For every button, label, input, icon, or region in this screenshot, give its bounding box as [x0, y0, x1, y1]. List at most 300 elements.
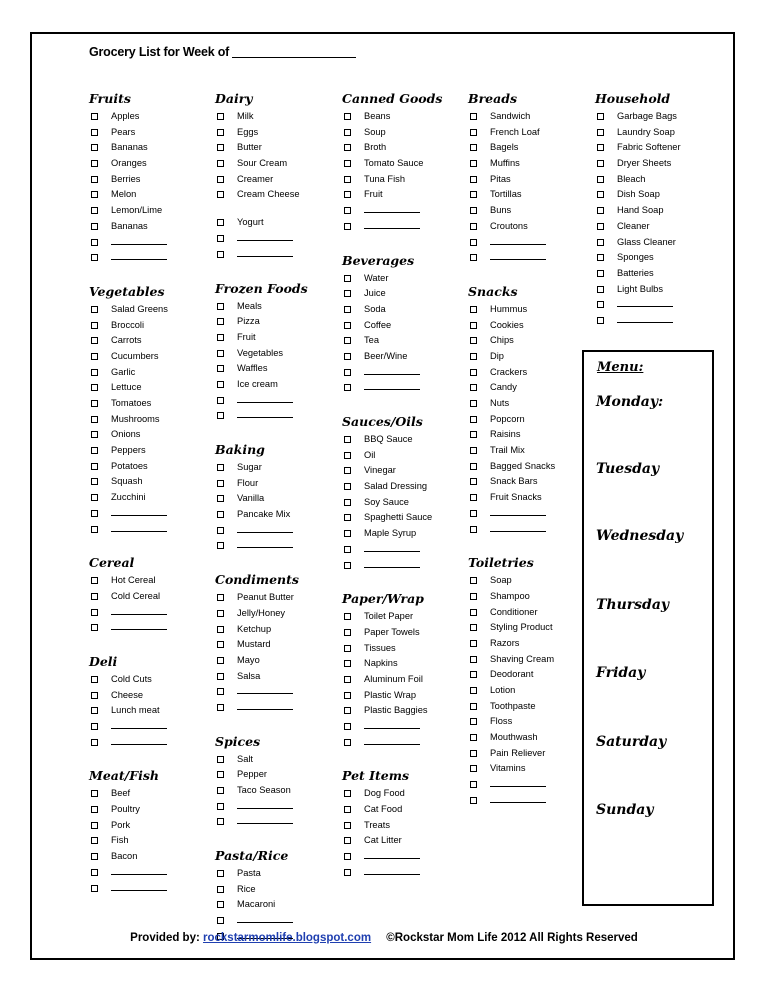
- list-item: [342, 703, 464, 719]
- blank-fill-in-line[interactable]: [364, 389, 420, 390]
- checkbox[interactable]: [470, 129, 477, 136]
- checkbox[interactable]: [344, 275, 351, 282]
- checkbox[interactable]: [217, 641, 224, 648]
- list-item: [342, 786, 464, 802]
- checkbox[interactable]: [91, 144, 98, 151]
- checkbox[interactable]: [217, 818, 224, 825]
- list-item: [89, 318, 211, 334]
- checkbox[interactable]: [91, 207, 98, 214]
- checkbox[interactable]: [217, 527, 224, 534]
- blank-fill-in-line[interactable]: [617, 322, 673, 323]
- list-item: [342, 380, 464, 396]
- checkbox[interactable]: [344, 369, 351, 376]
- checkbox[interactable]: [91, 723, 98, 730]
- section-heading: Paper/Wrap: [342, 591, 424, 607]
- checkbox[interactable]: [344, 129, 351, 136]
- list-item: [342, 609, 464, 625]
- list-item: [215, 783, 337, 799]
- checkbox[interactable]: [217, 495, 224, 502]
- checkbox[interactable]: [597, 160, 604, 167]
- checkbox[interactable]: [217, 350, 224, 357]
- blank-fill-in-line[interactable]: [111, 744, 167, 745]
- checkbox[interactable]: [597, 144, 604, 151]
- list-item: [468, 172, 590, 188]
- item-label: Butter: [237, 142, 262, 153]
- checkbox[interactable]: [217, 870, 224, 877]
- checkbox[interactable]: [470, 384, 477, 391]
- checkbox[interactable]: [470, 144, 477, 151]
- list-item: [468, 235, 590, 251]
- blank-fill-in-line[interactable]: [364, 858, 420, 859]
- checkbox[interactable]: [344, 822, 351, 829]
- blank-fill-in-line[interactable]: [490, 802, 546, 803]
- checkbox[interactable]: [91, 869, 98, 876]
- list-item: [89, 365, 211, 381]
- checkbox[interactable]: [344, 207, 351, 214]
- checkbox[interactable]: [217, 594, 224, 601]
- checkbox[interactable]: [344, 384, 351, 391]
- list-item: [89, 735, 211, 751]
- list-item: [595, 297, 717, 313]
- checkbox[interactable]: [217, 235, 224, 242]
- checkbox[interactable]: [91, 322, 98, 329]
- list-item: [468, 667, 590, 683]
- checkbox[interactable]: [344, 322, 351, 329]
- blank-fill-in-line[interactable]: [237, 547, 293, 548]
- checkbox[interactable]: [470, 322, 477, 329]
- blank-fill-in-line[interactable]: [237, 256, 293, 257]
- item-label: Bacon: [111, 851, 138, 862]
- checkbox[interactable]: [91, 822, 98, 829]
- item-label: Beans: [364, 111, 391, 121]
- checkbox[interactable]: [597, 270, 604, 277]
- checkbox[interactable]: [217, 626, 224, 633]
- list-item: [342, 172, 464, 188]
- checkbox[interactable]: [470, 463, 477, 470]
- checkbox[interactable]: [597, 223, 604, 230]
- blank-fill-in-line[interactable]: [364, 874, 420, 875]
- item-label: Soda: [364, 303, 386, 314]
- checkbox[interactable]: [344, 837, 351, 844]
- checkbox[interactable]: [470, 609, 477, 616]
- blank-fill-in-line[interactable]: [490, 244, 546, 245]
- item-label: Hand Soap: [617, 205, 664, 216]
- item-label: Garlic: [111, 366, 136, 377]
- list-item: [89, 219, 211, 235]
- list-item: [215, 299, 337, 315]
- checkbox[interactable]: [470, 593, 477, 600]
- list-item: [89, 865, 211, 881]
- checkbox[interactable]: [91, 384, 98, 391]
- list-item: [342, 526, 464, 542]
- item-label: Soy Sauce: [364, 496, 409, 507]
- checkbox[interactable]: [91, 400, 98, 407]
- checkbox[interactable]: [597, 317, 604, 324]
- checkbox[interactable]: [91, 431, 98, 438]
- checkbox[interactable]: [344, 144, 351, 151]
- footer-copyright: ©Rockstar Mom Life 2012 All Rights Reserved: [386, 932, 638, 944]
- list-item: [342, 271, 464, 287]
- checkbox[interactable]: [470, 191, 477, 198]
- checkbox[interactable]: [470, 671, 477, 678]
- list-item: [342, 558, 464, 574]
- checkbox[interactable]: [217, 803, 224, 810]
- checkbox[interactable]: [91, 353, 98, 360]
- item-label: Popcorn: [490, 413, 525, 424]
- blank-fill-in-line[interactable]: [237, 808, 293, 809]
- checkbox[interactable]: [91, 494, 98, 501]
- checkbox[interactable]: [217, 917, 224, 924]
- checkbox[interactable]: [91, 337, 98, 344]
- checkbox[interactable]: [344, 723, 351, 730]
- item-label: Dish Soap: [617, 189, 660, 200]
- item-label: Tea: [364, 335, 379, 346]
- week-fill-in-line[interactable]: [232, 57, 356, 58]
- blank-fill-in-line[interactable]: [364, 551, 420, 552]
- blank-fill-in-line[interactable]: [490, 515, 546, 516]
- list-item: [215, 538, 337, 554]
- blank-fill-in-line[interactable]: [490, 786, 546, 787]
- checkbox[interactable]: [217, 464, 224, 471]
- checkbox[interactable]: [470, 526, 477, 533]
- list-item: [342, 349, 464, 365]
- checkbox[interactable]: [344, 306, 351, 313]
- checkbox[interactable]: [470, 718, 477, 725]
- checkbox[interactable]: [597, 191, 604, 198]
- checkbox[interactable]: [344, 499, 351, 506]
- checkbox[interactable]: [91, 837, 98, 844]
- item-label: French Loaf: [490, 126, 540, 137]
- checkbox[interactable]: [217, 251, 224, 258]
- checkbox[interactable]: [91, 593, 98, 600]
- blank-fill-in-line[interactable]: [237, 417, 293, 418]
- item-label: Cleaner: [617, 220, 650, 231]
- item-label: Jelly/Honey: [237, 607, 286, 618]
- checkbox[interactable]: [470, 703, 477, 710]
- checkbox[interactable]: [217, 412, 224, 419]
- checkbox[interactable]: [344, 176, 351, 183]
- checkbox[interactable]: [91, 306, 98, 313]
- checkbox[interactable]: [91, 806, 98, 813]
- checkbox[interactable]: [344, 645, 351, 652]
- checkbox[interactable]: [344, 436, 351, 443]
- item-label: Mayo: [237, 654, 260, 665]
- checkbox[interactable]: [470, 160, 477, 167]
- checkbox[interactable]: [217, 365, 224, 372]
- checkbox[interactable]: [344, 613, 351, 620]
- checkbox[interactable]: [91, 416, 98, 423]
- list-item: [215, 476, 337, 492]
- blank-fill-in-line[interactable]: [111, 531, 167, 532]
- checkbox[interactable]: [344, 452, 351, 459]
- blank-fill-in-line[interactable]: [237, 922, 293, 923]
- item-label: Pitas: [490, 173, 511, 184]
- checkbox[interactable]: [470, 239, 477, 246]
- list-item: [89, 818, 211, 834]
- blank-fill-in-line[interactable]: [111, 874, 167, 875]
- checkbox[interactable]: [470, 765, 477, 772]
- blank-fill-in-line[interactable]: [111, 614, 167, 615]
- item-label: Soap: [490, 575, 512, 586]
- checkbox[interactable]: [344, 546, 351, 553]
- checkbox[interactable]: [470, 687, 477, 694]
- checkbox[interactable]: [344, 853, 351, 860]
- blank-fill-in-line[interactable]: [237, 823, 293, 824]
- item-label: Berries: [111, 173, 141, 184]
- item-label: Peanut Butter: [237, 592, 294, 603]
- item-label: Fruit Snacks: [490, 492, 542, 503]
- blank-fill-in-line[interactable]: [237, 709, 293, 710]
- menu-day-thursday: Thursday: [596, 597, 670, 613]
- section-meat-fish: [89, 767, 211, 896]
- checkbox[interactable]: [217, 381, 224, 388]
- checkbox[interactable]: [470, 400, 477, 407]
- checkbox[interactable]: [344, 806, 351, 813]
- checkbox[interactable]: [217, 673, 224, 680]
- list-item: [89, 172, 211, 188]
- checkbox[interactable]: [217, 160, 224, 167]
- checkbox[interactable]: [217, 657, 224, 664]
- checkbox[interactable]: [470, 734, 477, 741]
- section-heading: Canned Goods: [342, 91, 443, 106]
- blank-fill-in-line[interactable]: [364, 728, 420, 729]
- checkbox[interactable]: [597, 286, 604, 293]
- checkbox[interactable]: [91, 447, 98, 454]
- checkbox[interactable]: [470, 656, 477, 663]
- checkbox[interactable]: [470, 207, 477, 214]
- item-label: Pasta: [237, 868, 261, 879]
- checkbox[interactable]: [217, 318, 224, 325]
- section-heading: Condiments: [215, 572, 299, 588]
- blank-fill-in-line[interactable]: [364, 567, 420, 568]
- checkbox[interactable]: [344, 467, 351, 474]
- checkbox[interactable]: [597, 176, 604, 183]
- blank-fill-in-line[interactable]: [490, 259, 546, 260]
- checkbox[interactable]: [344, 514, 351, 521]
- checkbox[interactable]: [217, 688, 224, 695]
- blank-fill-in-line[interactable]: [237, 532, 293, 533]
- item-label: Rice: [237, 883, 256, 894]
- list-item: [342, 641, 464, 657]
- checkbox[interactable]: [91, 790, 98, 797]
- checkbox[interactable]: [217, 191, 224, 198]
- checkbox[interactable]: [470, 306, 477, 313]
- item-label: Plastic Baggies: [364, 705, 428, 716]
- checkbox[interactable]: [217, 901, 224, 908]
- list-item: [342, 542, 464, 558]
- blank-fill-in-line[interactable]: [111, 244, 167, 245]
- item-label: Tomato Sauce: [364, 158, 424, 169]
- list-item: [215, 590, 337, 606]
- list-item: [468, 506, 590, 522]
- checkbox[interactable]: [344, 660, 351, 667]
- checkbox[interactable]: [91, 885, 98, 892]
- list-item: [468, 620, 590, 636]
- checkbox[interactable]: [91, 239, 98, 246]
- checkbox[interactable]: [91, 609, 98, 616]
- blank-fill-in-line[interactable]: [111, 890, 167, 891]
- checkbox[interactable]: [217, 704, 224, 711]
- checkbox[interactable]: [344, 869, 351, 876]
- checkbox[interactable]: [91, 692, 98, 699]
- checkbox[interactable]: [217, 886, 224, 893]
- checkbox[interactable]: [91, 478, 98, 485]
- checkbox[interactable]: [91, 510, 98, 517]
- blank-fill-in-line[interactable]: [617, 306, 673, 307]
- list-item: [215, 109, 337, 125]
- checkbox[interactable]: [91, 113, 98, 120]
- checkbox[interactable]: [91, 853, 98, 860]
- list-item: [89, 605, 211, 621]
- checkbox[interactable]: [344, 353, 351, 360]
- checkbox[interactable]: [217, 542, 224, 549]
- checkbox[interactable]: [470, 337, 477, 344]
- list-item: [468, 683, 590, 699]
- checkbox[interactable]: [470, 353, 477, 360]
- list-item: [215, 377, 337, 393]
- item-label: Ketchup: [237, 623, 272, 634]
- blank-fill-in-line[interactable]: [364, 744, 420, 745]
- section-heading: Vegetables: [89, 283, 165, 299]
- checkbox[interactable]: [217, 756, 224, 763]
- checkbox[interactable]: [597, 239, 604, 246]
- item-label: Croutons: [490, 220, 528, 231]
- checkbox[interactable]: [217, 303, 224, 310]
- checkbox[interactable]: [344, 290, 351, 297]
- checkbox[interactable]: [470, 447, 477, 454]
- checkbox[interactable]: [344, 562, 351, 569]
- list-item: [215, 684, 337, 700]
- checkbox[interactable]: [344, 692, 351, 699]
- footer-link[interactable]: rockstarmomlife.blogspot.com: [203, 932, 372, 944]
- list-item: [468, 187, 590, 203]
- checkbox[interactable]: [470, 416, 477, 423]
- checkbox[interactable]: [344, 113, 351, 120]
- checkbox[interactable]: [91, 176, 98, 183]
- checkbox[interactable]: [217, 511, 224, 518]
- blank-fill-in-line[interactable]: [111, 515, 167, 516]
- checkbox[interactable]: [217, 113, 224, 120]
- checkbox[interactable]: [470, 478, 477, 485]
- checkbox[interactable]: [470, 176, 477, 183]
- blank-fill-in-line[interactable]: [237, 240, 293, 241]
- checkbox[interactable]: [91, 707, 98, 714]
- blank-fill-in-line[interactable]: [237, 693, 293, 694]
- checkbox[interactable]: [91, 463, 98, 470]
- checkbox[interactable]: [344, 530, 351, 537]
- checkbox[interactable]: [91, 160, 98, 167]
- checkbox[interactable]: [344, 707, 351, 714]
- blank-fill-in-line[interactable]: [111, 728, 167, 729]
- checkbox[interactable]: [597, 207, 604, 214]
- checkbox[interactable]: [470, 254, 477, 261]
- checkbox[interactable]: [597, 254, 604, 261]
- list-item: [595, 313, 717, 329]
- checkbox[interactable]: [91, 191, 98, 198]
- checkbox[interactable]: [344, 160, 351, 167]
- list-item: [468, 636, 590, 652]
- checkbox[interactable]: [91, 223, 98, 230]
- checkbox[interactable]: [217, 771, 224, 778]
- blank-fill-in-line[interactable]: [490, 531, 546, 532]
- checkbox[interactable]: [470, 113, 477, 120]
- checkbox[interactable]: [597, 113, 604, 120]
- checkbox[interactable]: [470, 431, 477, 438]
- checkbox[interactable]: [470, 494, 477, 501]
- menu-day-tuesday: Tuesday: [596, 461, 660, 477]
- checkbox[interactable]: [217, 176, 224, 183]
- list-item: [215, 247, 337, 263]
- checkbox[interactable]: [344, 483, 351, 490]
- list-item: [342, 672, 464, 688]
- checkbox[interactable]: [91, 369, 98, 376]
- checkbox[interactable]: [597, 129, 604, 136]
- blank-fill-in-line[interactable]: [364, 228, 420, 229]
- list-item: [89, 250, 211, 266]
- blank-fill-in-line[interactable]: [237, 402, 293, 403]
- checkbox[interactable]: [470, 369, 477, 376]
- checkbox[interactable]: [470, 223, 477, 230]
- checkbox[interactable]: [344, 676, 351, 683]
- checkbox[interactable]: [91, 676, 98, 683]
- checkbox[interactable]: [470, 624, 477, 631]
- checkbox[interactable]: [344, 337, 351, 344]
- blank-fill-in-line[interactable]: [111, 259, 167, 260]
- checkbox[interactable]: [91, 624, 98, 631]
- checkbox[interactable]: [217, 129, 224, 136]
- menu-day-wednesday: Wednesday: [596, 528, 684, 544]
- checkbox[interactable]: [470, 577, 477, 584]
- checkbox[interactable]: [470, 797, 477, 804]
- list-item: [215, 172, 337, 188]
- checkbox[interactable]: [470, 781, 477, 788]
- list-item: [342, 109, 464, 125]
- checkbox[interactable]: [217, 480, 224, 487]
- checkbox[interactable]: [344, 191, 351, 198]
- list-item: [89, 474, 211, 490]
- checkbox[interactable]: [217, 787, 224, 794]
- item-label: Creamer: [237, 173, 274, 184]
- list-item: [468, 140, 590, 156]
- list-item: [342, 735, 464, 751]
- list-item: [215, 408, 337, 424]
- list-item: [215, 700, 337, 716]
- blank-fill-in-line[interactable]: [364, 212, 420, 213]
- checkbox[interactable]: [91, 526, 98, 533]
- checkbox[interactable]: [217, 219, 224, 226]
- checkbox[interactable]: [217, 610, 224, 617]
- checkbox[interactable]: [470, 750, 477, 757]
- checkbox[interactable]: [91, 254, 98, 261]
- checkbox[interactable]: [344, 790, 351, 797]
- checkbox[interactable]: [91, 129, 98, 136]
- item-label: Flour: [237, 477, 259, 488]
- checkbox[interactable]: [91, 739, 98, 746]
- checkbox[interactable]: [470, 510, 477, 517]
- checkbox[interactable]: [344, 739, 351, 746]
- blank-fill-in-line[interactable]: [364, 374, 420, 375]
- blank-fill-in-line[interactable]: [111, 629, 167, 630]
- checkbox[interactable]: [344, 629, 351, 636]
- checkbox[interactable]: [217, 144, 224, 151]
- checkbox[interactable]: [91, 577, 98, 584]
- checkbox[interactable]: [217, 397, 224, 404]
- checkbox[interactable]: [344, 223, 351, 230]
- checkbox[interactable]: [597, 301, 604, 308]
- checkbox[interactable]: [217, 334, 224, 341]
- section-fruits: [89, 90, 211, 266]
- checkbox[interactable]: [470, 640, 477, 647]
